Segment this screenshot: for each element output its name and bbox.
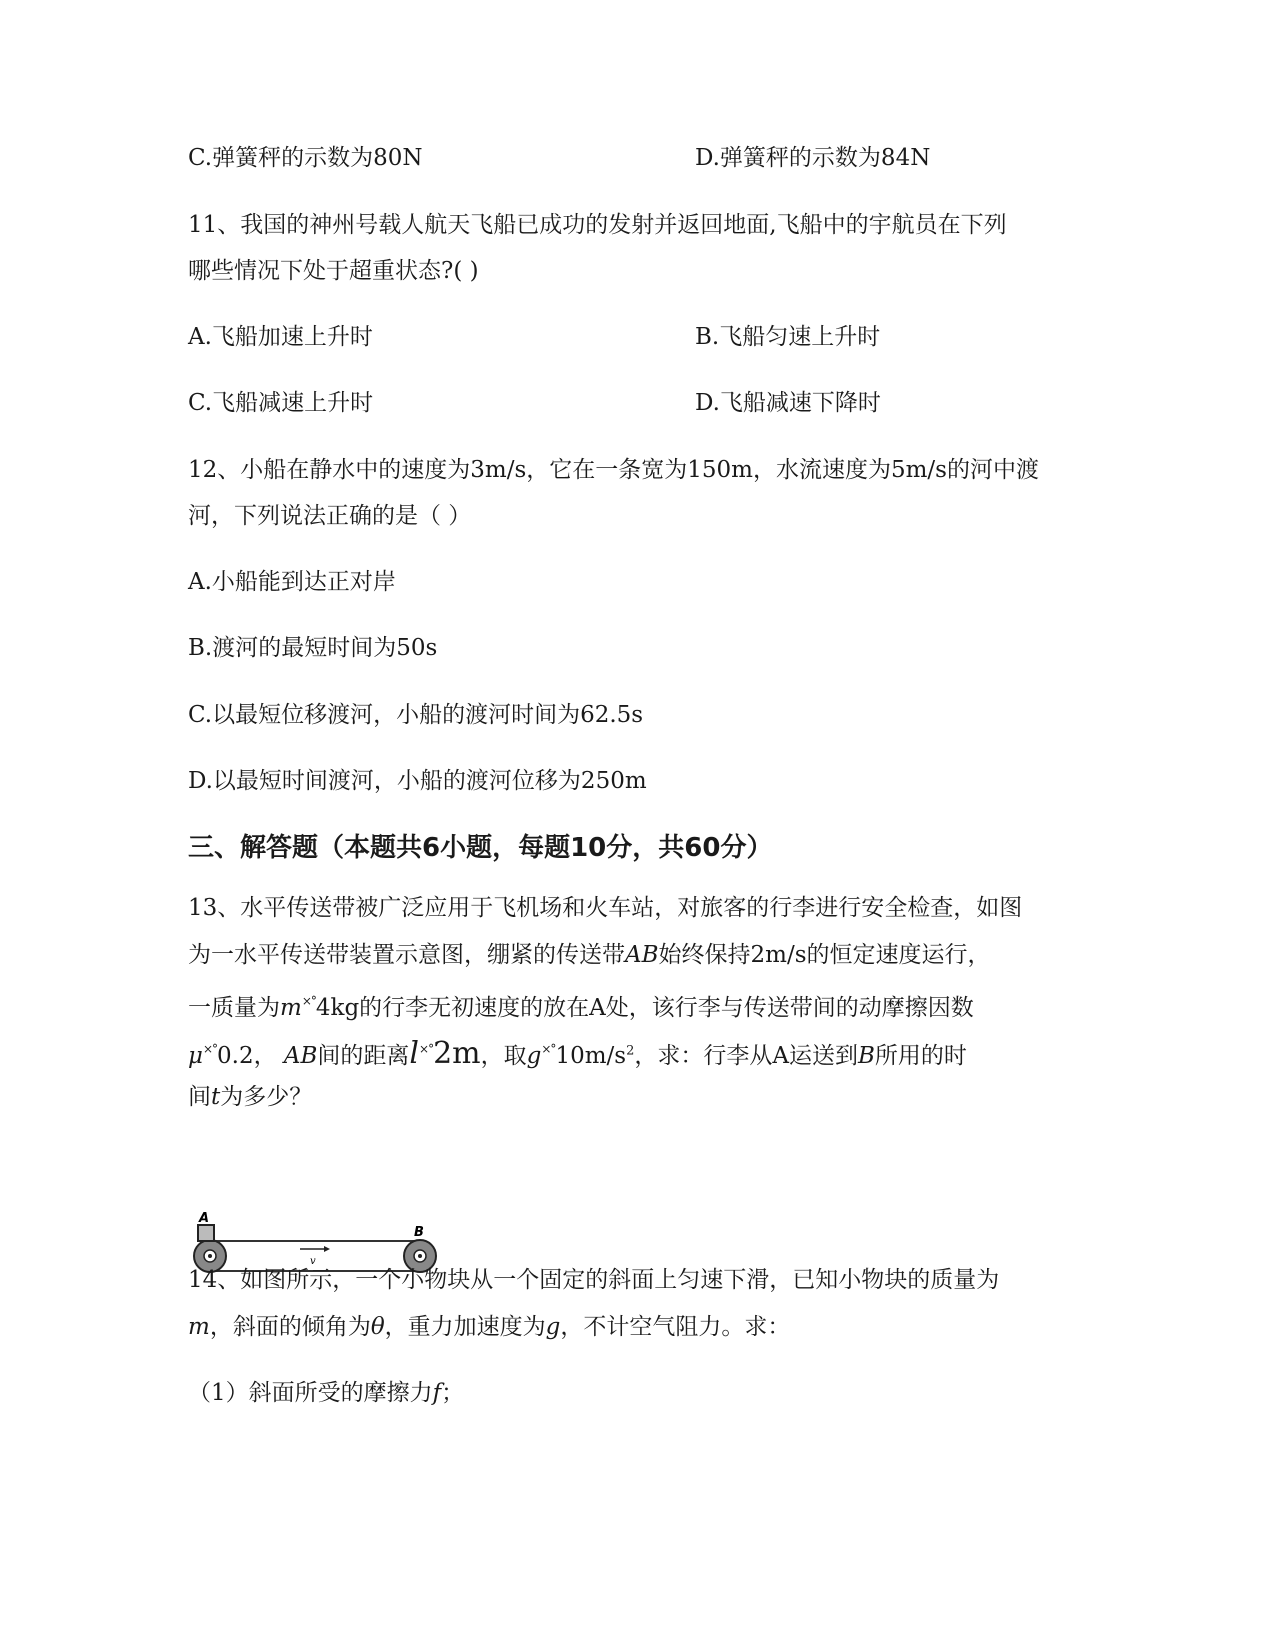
q13-line3: 一质量为m×°4kg的行李无初速度的放在A处，该行李与传送带间的动摩擦因数 <box>188 994 974 1021</box>
q12-option-b: B.渡河的最短时间为50s <box>188 635 438 661</box>
velocity-arrowhead <box>324 1246 330 1252</box>
q12-stem-line2: 河，下列说法正确的是（ ） <box>188 503 472 529</box>
q11-option-c: C.飞船减速上升时 <box>188 390 374 416</box>
figure-label-v: v <box>310 1256 316 1267</box>
q12-option-a: A.小船能到达正对岸 <box>188 569 396 595</box>
q11-option-d: D.飞船减速下降时 <box>695 390 881 416</box>
q11-option-a: A.飞船加速上升时 <box>188 324 373 350</box>
q11-stem-line1: 11、我国的神州号载人航天飞船已成功的发射并返回地面,飞船中的宇航员在下列 <box>188 212 1007 238</box>
q13-line1: 13、水平传送带被广泛应用于飞机场和火车站，对旅客的行李进行安全检查，如图 <box>188 895 1023 921</box>
figure-label-b: B <box>414 1225 424 1240</box>
luggage-block <box>198 1225 214 1241</box>
q14-part1: （1）斜面所受的摩擦力f； <box>188 1380 465 1406</box>
q10-option-d: D.弹簧秤的示数为84N <box>695 145 931 171</box>
q12-option-d: D.以最短时间渡河，小船的渡河位移为250m <box>188 768 647 794</box>
q12-stem-line1: 12、小船在静水中的速度为3m/s，它在一条宽为150m，水流速度为5m/s的河中渡 <box>188 457 1039 483</box>
q13-line4: μ×°0.2， AB间的距离l×°2m，取$g^{\times^\circ}10m/s^2$，求：行李从A运送到B所用的时 <box>188 1036 967 1071</box>
q13-line5: 间t为多少？ <box>188 1084 313 1110</box>
q14-line2: m，斜面的倾角为θ，重力加速度为g，不计空气阻力。求： <box>188 1314 791 1340</box>
q11-stem-line2: 哪些情况下处于超重状态?( ) <box>188 258 479 284</box>
q10-option-c: C.弹簧秤的示数为80N <box>188 145 423 171</box>
q13-line2: 为一水平传送带装置示意图，绷紧的传送带AB始终保持2m/s的恒定速度运行， <box>188 942 991 968</box>
q14-line1: 14、如图所示，一个小物块从一个固定的斜面上匀速下滑，已知小物块的质量为 <box>188 1267 1000 1293</box>
q11-option-b: B.飞船匀速上升时 <box>695 324 881 350</box>
q12-option-c: C.以最短位移渡河，小船的渡河时间为62.5s <box>188 702 644 728</box>
section-heading: 三、解答题（本题共6小题，每题10分，共60分） <box>188 833 773 863</box>
figure-label-a: A <box>199 1212 210 1226</box>
